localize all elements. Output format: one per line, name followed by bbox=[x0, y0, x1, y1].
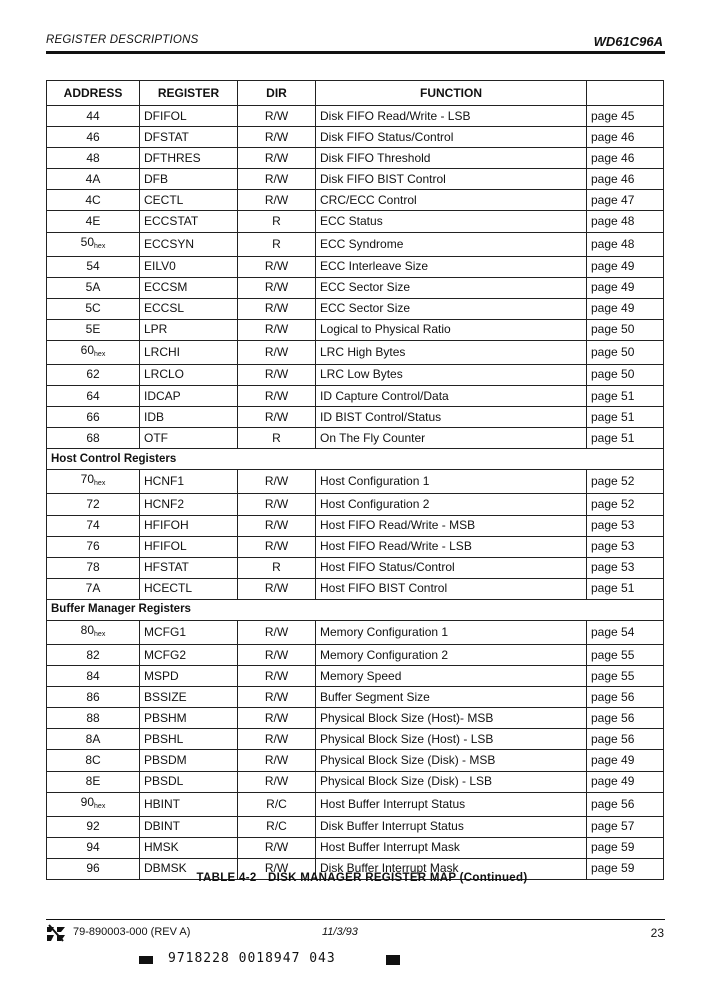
address-value: 94 bbox=[86, 840, 100, 855]
address-cell bbox=[47, 364, 140, 385]
address-cell bbox=[47, 232, 140, 256]
function-cell: Disk FIFO Status/Control bbox=[316, 127, 587, 148]
table-row bbox=[47, 687, 664, 708]
direction-cell: R/W bbox=[238, 319, 316, 340]
direction-cell: R/W bbox=[238, 148, 316, 169]
page-ref-cell: page 56 bbox=[587, 708, 664, 729]
register-cell: PBSHL bbox=[140, 729, 238, 750]
table-caption-number: TABLE 4-2 bbox=[196, 872, 257, 884]
register-cell: DBINT bbox=[140, 816, 238, 837]
hex-subscript: hex bbox=[94, 480, 106, 488]
function-cell: Physical Block Size (Host)- MSB bbox=[316, 708, 587, 729]
table-row bbox=[47, 407, 664, 428]
hex-subscript: hex bbox=[94, 350, 106, 358]
table-row bbox=[47, 169, 664, 190]
direction-cell: R/W bbox=[238, 858, 316, 879]
register-cell: IDCAP bbox=[140, 386, 238, 407]
page-ref-cell: page 46 bbox=[587, 127, 664, 148]
page-ref-cell: page 49 bbox=[587, 277, 664, 298]
table-header-row bbox=[47, 81, 664, 106]
address-cell bbox=[47, 837, 140, 858]
direction-cell: R/W bbox=[238, 127, 316, 148]
table-row bbox=[47, 106, 664, 127]
hex-subscript: hex bbox=[94, 802, 106, 810]
direction-cell: R bbox=[238, 428, 316, 449]
table-row bbox=[47, 232, 664, 256]
table-row bbox=[47, 494, 664, 515]
function-cell: Memory Configuration 1 bbox=[316, 620, 587, 644]
direction-cell: R/W bbox=[238, 536, 316, 557]
direction-cell: R/W bbox=[238, 298, 316, 319]
address-value: 8A bbox=[85, 731, 101, 746]
table-row bbox=[47, 515, 664, 536]
page-ref-cell: page 53 bbox=[587, 557, 664, 578]
address-value: 5C bbox=[85, 301, 101, 316]
column-header-address: ADDRESS bbox=[47, 81, 140, 106]
table-caption-title: DISK MANAGER REGISTER MAP (Continued) bbox=[268, 872, 528, 884]
function-cell: Host Buffer Interrupt Status bbox=[316, 792, 587, 816]
page-ref-cell: page 46 bbox=[587, 169, 664, 190]
direction-cell: R/W bbox=[238, 771, 316, 792]
register-cell: PBSDL bbox=[140, 771, 238, 792]
page-ref-cell: page 56 bbox=[587, 729, 664, 750]
register-cell: DFTHRES bbox=[140, 148, 238, 169]
register-cell: EILV0 bbox=[140, 256, 238, 277]
address-value: 96 bbox=[86, 861, 100, 876]
page-ref-cell: page 53 bbox=[587, 515, 664, 536]
page-ref-cell: page 49 bbox=[587, 298, 664, 319]
direction-cell: R/W bbox=[238, 729, 316, 750]
address-cell bbox=[47, 127, 140, 148]
function-cell: Host FIFO Status/Control bbox=[316, 557, 587, 578]
page-ref-cell: page 55 bbox=[587, 666, 664, 687]
register-cell: MCFG1 bbox=[140, 620, 238, 644]
address-value: 4A bbox=[85, 171, 101, 186]
function-cell: Host Configuration 1 bbox=[316, 470, 587, 494]
address-value: 80 bbox=[80, 622, 95, 637]
direction-cell: R/W bbox=[238, 277, 316, 298]
table-row bbox=[47, 364, 664, 385]
address-cell bbox=[47, 428, 140, 449]
table-row bbox=[47, 536, 664, 557]
barcode-number: 9718228 0018947 043 bbox=[168, 951, 336, 966]
direction-cell: R/W bbox=[238, 190, 316, 211]
register-cell: HMSK bbox=[140, 837, 238, 858]
table-row bbox=[47, 620, 664, 644]
address-value: 4C bbox=[85, 192, 101, 207]
address-cell bbox=[47, 620, 140, 644]
table-body bbox=[47, 106, 664, 880]
footer-rule bbox=[46, 919, 665, 920]
page-ref-cell: page 54 bbox=[587, 620, 664, 644]
table-row bbox=[47, 386, 664, 407]
register-cell: MSPD bbox=[140, 666, 238, 687]
address-value: 64 bbox=[86, 388, 100, 403]
column-header-page bbox=[587, 81, 664, 106]
address-cell bbox=[47, 816, 140, 837]
address-cell bbox=[47, 148, 140, 169]
page-ref-cell: page 50 bbox=[587, 319, 664, 340]
address-cell bbox=[47, 106, 140, 127]
address-value: 44 bbox=[86, 108, 100, 123]
table-row bbox=[47, 729, 664, 750]
header-rule bbox=[46, 51, 665, 54]
function-cell: Physical Block Size (Host) - LSB bbox=[316, 729, 587, 750]
address-value: 54 bbox=[86, 259, 100, 274]
address-value: 66 bbox=[86, 409, 100, 424]
direction-cell: R bbox=[238, 232, 316, 256]
address-cell bbox=[47, 644, 140, 665]
address-cell bbox=[47, 169, 140, 190]
table-row bbox=[47, 792, 664, 816]
table-row bbox=[47, 816, 664, 837]
address-value: 4E bbox=[85, 214, 101, 229]
register-cell: ECCSTAT bbox=[140, 211, 238, 232]
address-value: 70 bbox=[80, 472, 95, 487]
address-value: 50 bbox=[80, 234, 95, 249]
page-ref-cell: page 49 bbox=[587, 256, 664, 277]
address-value: 5A bbox=[85, 280, 101, 295]
running-header-part-number: WD61C96A bbox=[593, 34, 663, 49]
page-ref-cell: page 50 bbox=[587, 364, 664, 385]
page-ref-cell: page 45 bbox=[587, 106, 664, 127]
address-cell bbox=[47, 750, 140, 771]
address-value: 86 bbox=[86, 689, 100, 704]
table-row bbox=[47, 256, 664, 277]
address-value: 84 bbox=[86, 668, 100, 683]
address-cell bbox=[47, 319, 140, 340]
footer-date: 11/3/93 bbox=[322, 926, 358, 938]
table-caption bbox=[0, 872, 724, 884]
hex-subscript: hex bbox=[94, 242, 106, 250]
function-cell: Memory Configuration 2 bbox=[316, 644, 587, 665]
column-header-dir: DIR bbox=[238, 81, 316, 106]
address-cell bbox=[47, 211, 140, 232]
address-cell bbox=[47, 340, 140, 364]
register-cell: DBMSK bbox=[140, 858, 238, 879]
address-value: 48 bbox=[86, 150, 100, 165]
function-cell: Disk Buffer Interrupt Mask bbox=[316, 858, 587, 879]
table-row bbox=[47, 644, 664, 665]
register-cell: BSSIZE bbox=[140, 687, 238, 708]
address-cell bbox=[47, 407, 140, 428]
page-ref-cell: page 55 bbox=[587, 644, 664, 665]
address-value: 88 bbox=[86, 710, 100, 725]
function-cell: Host FIFO BIST Control bbox=[316, 578, 587, 599]
page-ref-cell: page 56 bbox=[587, 792, 664, 816]
page-ref-cell: page 59 bbox=[587, 837, 664, 858]
direction-cell: R/C bbox=[238, 792, 316, 816]
register-cell: ECCSYN bbox=[140, 232, 238, 256]
page-ref-cell: page 49 bbox=[587, 750, 664, 771]
function-cell: Buffer Segment Size bbox=[316, 687, 587, 708]
direction-cell: R/W bbox=[238, 578, 316, 599]
direction-cell: R/W bbox=[238, 386, 316, 407]
direction-cell: R/W bbox=[238, 340, 316, 364]
page-ref-cell: page 51 bbox=[587, 407, 664, 428]
page-ref-cell: page 59 bbox=[587, 858, 664, 879]
direction-cell: R/W bbox=[238, 515, 316, 536]
company-logo-icon bbox=[46, 923, 66, 943]
direction-cell: R/W bbox=[238, 407, 316, 428]
page-ref-cell: page 46 bbox=[587, 148, 664, 169]
table-row bbox=[47, 557, 664, 578]
table-row bbox=[47, 708, 664, 729]
table-row bbox=[47, 470, 664, 494]
function-cell: Memory Speed bbox=[316, 666, 587, 687]
table-row bbox=[47, 298, 664, 319]
address-cell bbox=[47, 494, 140, 515]
address-cell bbox=[47, 256, 140, 277]
register-cell: DFIFOL bbox=[140, 106, 238, 127]
function-cell: ID BIST Control/Status bbox=[316, 407, 587, 428]
address-value: 62 bbox=[86, 367, 100, 382]
register-cell: HBINT bbox=[140, 792, 238, 816]
register-cell: PBSHM bbox=[140, 708, 238, 729]
address-cell bbox=[47, 666, 140, 687]
table-row bbox=[47, 127, 664, 148]
register-cell: PBSDM bbox=[140, 750, 238, 771]
register-map-table bbox=[46, 80, 664, 880]
address-value: 82 bbox=[86, 647, 100, 662]
register-cell: HFSTAT bbox=[140, 557, 238, 578]
function-cell: Host Configuration 2 bbox=[316, 494, 587, 515]
table-row bbox=[47, 750, 664, 771]
address-value: 90 bbox=[80, 794, 95, 809]
register-cell: HCECTL bbox=[140, 578, 238, 599]
direction-cell: R/W bbox=[238, 494, 316, 515]
function-cell: Disk FIFO Threshold bbox=[316, 148, 587, 169]
table-row bbox=[47, 428, 664, 449]
section-heading: Buffer Manager Registers bbox=[47, 599, 664, 620]
table-row bbox=[47, 277, 664, 298]
running-header-section: REGISTER DESCRIPTIONS bbox=[46, 34, 199, 46]
register-cell: OTF bbox=[140, 428, 238, 449]
address-cell bbox=[47, 536, 140, 557]
register-cell: LRCHI bbox=[140, 340, 238, 364]
address-cell bbox=[47, 515, 140, 536]
address-cell bbox=[47, 771, 140, 792]
direction-cell: R/W bbox=[238, 620, 316, 644]
table-row bbox=[47, 837, 664, 858]
address-value: 74 bbox=[86, 518, 100, 533]
address-cell bbox=[47, 470, 140, 494]
function-cell: Disk FIFO BIST Control bbox=[316, 169, 587, 190]
table-row bbox=[47, 578, 664, 599]
function-cell: Host FIFO Read/Write - LSB bbox=[316, 536, 587, 557]
table-row bbox=[47, 666, 664, 687]
address-value: 92 bbox=[86, 819, 100, 834]
function-cell: ECC Syndrome bbox=[316, 232, 587, 256]
function-cell: LRC High Bytes bbox=[316, 340, 587, 364]
page-ref-cell: page 52 bbox=[587, 470, 664, 494]
footer-page-number: 23 bbox=[650, 926, 664, 940]
address-cell bbox=[47, 729, 140, 750]
table-row bbox=[47, 340, 664, 364]
direction-cell: R/W bbox=[238, 364, 316, 385]
direction-cell: R bbox=[238, 557, 316, 578]
address-cell bbox=[47, 708, 140, 729]
register-cell: ECCSL bbox=[140, 298, 238, 319]
address-value: 72 bbox=[86, 496, 100, 511]
address-value: 5E bbox=[85, 322, 101, 337]
address-cell bbox=[47, 687, 140, 708]
section-row bbox=[47, 599, 664, 620]
direction-cell: R bbox=[238, 211, 316, 232]
barcode-end-mark bbox=[386, 955, 400, 965]
page-ref-cell: page 53 bbox=[587, 536, 664, 557]
direction-cell: R/W bbox=[238, 644, 316, 665]
address-value: 60 bbox=[80, 342, 95, 357]
hex-subscript: hex bbox=[94, 630, 106, 638]
direction-cell: R/W bbox=[238, 169, 316, 190]
function-cell: Physical Block Size (Disk) - LSB bbox=[316, 771, 587, 792]
function-cell: ECC Sector Size bbox=[316, 298, 587, 319]
address-value: 46 bbox=[86, 129, 100, 144]
function-cell: Disk Buffer Interrupt Status bbox=[316, 816, 587, 837]
page-ref-cell: page 57 bbox=[587, 816, 664, 837]
register-cell: LPR bbox=[140, 319, 238, 340]
barcode-start-mark bbox=[139, 956, 153, 964]
function-cell: CRC/ECC Control bbox=[316, 190, 587, 211]
footer-document-number: 79-890003-000 (REV A) bbox=[73, 926, 191, 938]
register-cell: ECCSM bbox=[140, 277, 238, 298]
register-cell: HFIFOH bbox=[140, 515, 238, 536]
function-cell: Logical to Physical Ratio bbox=[316, 319, 587, 340]
function-cell: Physical Block Size (Disk) - MSB bbox=[316, 750, 587, 771]
address-cell bbox=[47, 557, 140, 578]
register-cell: HCNF2 bbox=[140, 494, 238, 515]
address-value: 76 bbox=[86, 539, 100, 554]
direction-cell: R/W bbox=[238, 666, 316, 687]
page-ref-cell: page 56 bbox=[587, 687, 664, 708]
function-cell: ECC Interleave Size bbox=[316, 256, 587, 277]
address-value: 68 bbox=[86, 430, 100, 445]
register-cell: MCFG2 bbox=[140, 644, 238, 665]
register-cell: LRCLO bbox=[140, 364, 238, 385]
address-cell bbox=[47, 792, 140, 816]
direction-cell: R/W bbox=[238, 687, 316, 708]
register-cell: IDB bbox=[140, 407, 238, 428]
page-ref-cell: page 50 bbox=[587, 340, 664, 364]
section-heading: Host Control Registers bbox=[47, 449, 664, 470]
register-cell: DFB bbox=[140, 169, 238, 190]
page-ref-cell: page 49 bbox=[587, 771, 664, 792]
page-ref-cell: page 51 bbox=[587, 428, 664, 449]
function-cell: Host FIFO Read/Write - MSB bbox=[316, 515, 587, 536]
table-row bbox=[47, 190, 664, 211]
table-row bbox=[47, 771, 664, 792]
table-row bbox=[47, 319, 664, 340]
address-value: 7A bbox=[85, 581, 101, 596]
address-cell bbox=[47, 277, 140, 298]
function-cell: Disk FIFO Read/Write - LSB bbox=[316, 106, 587, 127]
column-header-register: REGISTER bbox=[140, 81, 238, 106]
direction-cell: R/W bbox=[238, 837, 316, 858]
page-ref-cell: page 48 bbox=[587, 232, 664, 256]
register-cell: HFIFOL bbox=[140, 536, 238, 557]
address-cell bbox=[47, 298, 140, 319]
address-value: 78 bbox=[86, 560, 100, 575]
direction-cell: R/C bbox=[238, 816, 316, 837]
direction-cell: R/W bbox=[238, 256, 316, 277]
function-cell: ID Capture Control/Data bbox=[316, 386, 587, 407]
section-row bbox=[47, 449, 664, 470]
direction-cell: R/W bbox=[238, 106, 316, 127]
page-ref-cell: page 48 bbox=[587, 211, 664, 232]
page-ref-cell: page 47 bbox=[587, 190, 664, 211]
page-ref-cell: page 52 bbox=[587, 494, 664, 515]
address-cell bbox=[47, 386, 140, 407]
direction-cell: R/W bbox=[238, 750, 316, 771]
register-cell: DFSTAT bbox=[140, 127, 238, 148]
table-row bbox=[47, 148, 664, 169]
function-cell: On The Fly Counter bbox=[316, 428, 587, 449]
function-cell: ECC Status bbox=[316, 211, 587, 232]
direction-cell: R/W bbox=[238, 708, 316, 729]
address-value: 8E bbox=[85, 774, 101, 789]
function-cell: Host Buffer Interrupt Mask bbox=[316, 837, 587, 858]
direction-cell: R/W bbox=[238, 470, 316, 494]
address-cell bbox=[47, 578, 140, 599]
page-ref-cell: page 51 bbox=[587, 386, 664, 407]
page-ref-cell: page 51 bbox=[587, 578, 664, 599]
table-row bbox=[47, 211, 664, 232]
function-cell: ECC Sector Size bbox=[316, 277, 587, 298]
function-cell: LRC Low Bytes bbox=[316, 364, 587, 385]
address-cell bbox=[47, 190, 140, 211]
register-cell: HCNF1 bbox=[140, 470, 238, 494]
register-cell: CECTL bbox=[140, 190, 238, 211]
address-value: 8C bbox=[85, 752, 101, 767]
column-header-function: FUNCTION bbox=[316, 81, 587, 106]
